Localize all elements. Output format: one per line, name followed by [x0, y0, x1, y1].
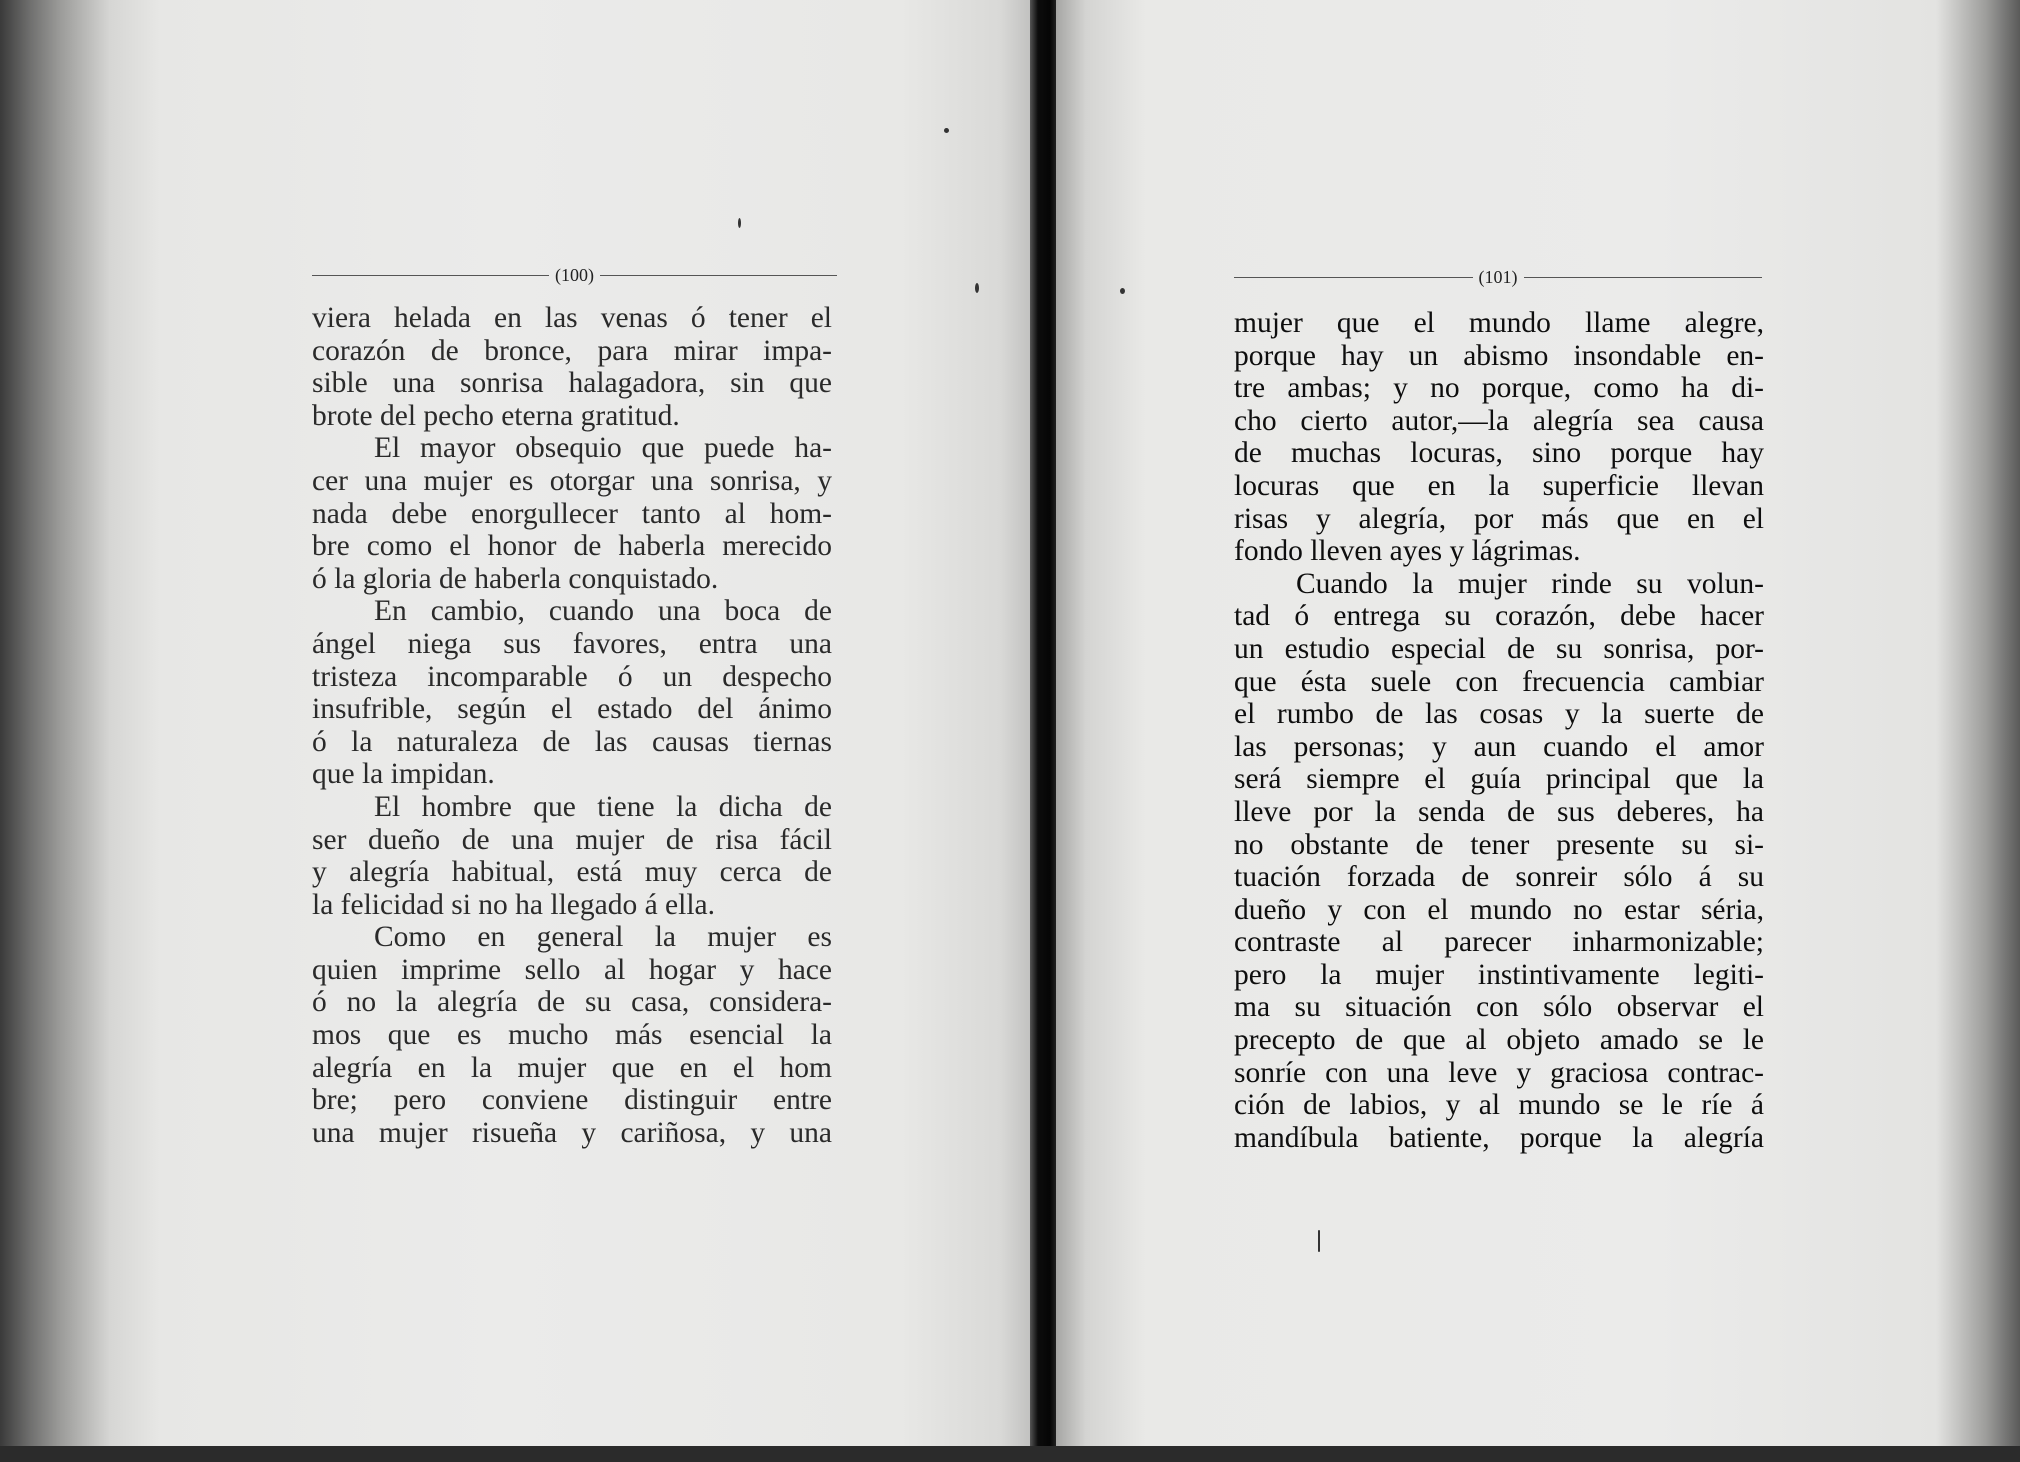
left-page-body [312, 302, 832, 1149]
text-line: contraste al parecer inharmonizable; [1234, 926, 1764, 959]
text-line: viera helada en las venas ó tener el [312, 302, 832, 334]
text-line: mos que es mucho más esencial la [312, 1019, 832, 1052]
text-line: el rumbo de las cosas y la suerte de [1234, 698, 1764, 731]
text-line: tristeza incomparable ó un despecho [312, 660, 832, 693]
text-line: brote del pecho eterna gratitud. [312, 399, 680, 432]
text-line: ó no la alegría de su casa, considera- [312, 986, 832, 1019]
ink-speck [1120, 288, 1125, 294]
text-line: bre como el honor de haberla merecido [312, 530, 832, 563]
text-line: pero la mujer instintivamente legiti- [1234, 958, 1764, 991]
ink-speck [1318, 1230, 1320, 1252]
page-bottom-edge [0, 1446, 2020, 1462]
text-line: las personas; y aun cuando el amor [1234, 730, 1764, 763]
text-line: que ésta suele con frecuencia cambiar [1234, 665, 1764, 698]
text-line: insufrible, según el estado del ánimo [312, 693, 832, 726]
text-line: que la impidan. [312, 758, 495, 791]
text-line: Cuando la mujer rinde su volun- [1296, 567, 1764, 600]
text-line: lleve por la senda de sus deberes, ha [1234, 795, 1764, 828]
text-line: de muchas locuras, sino porque hay [1234, 437, 1764, 470]
text-line: ma su situación con sólo observar el [1234, 991, 1764, 1024]
text-line: la felicidad si no ha llegado á ella. [312, 888, 716, 921]
text-line: un estudio especial de su sonrisa, por- [1234, 632, 1764, 665]
text-line: ángel niega sus favores, entra una [312, 627, 832, 660]
text-line: corazón de bronce, para mirar impa- [312, 334, 832, 367]
text-line: ser dueño de una mujer de risa fácil [312, 823, 832, 856]
text-line: risas y alegría, por más que en el [1234, 502, 1764, 535]
text-line: sonríe con una leve y graciosa contrac- [1234, 1056, 1764, 1089]
header-rule-right [1524, 277, 1763, 278]
text-line: y alegría habitual, está muy cerca de [312, 856, 832, 889]
text-line: ó la gloria de haberla conquistado. [312, 562, 719, 595]
text-line: fondo lleven ayes y lágrimas. [1234, 535, 1581, 568]
text-line: cho cierto autor,—la alegría sea causa [1234, 404, 1764, 437]
text-line: una mujer risueña y cariñosa, y una [312, 1116, 832, 1149]
ink-speck [975, 283, 979, 293]
ink-speck [944, 128, 949, 133]
text-line: bre; pero conviene distinguir entre [312, 1084, 832, 1117]
right-page-body [1234, 307, 1764, 1154]
text-line: alegría en la mujer que en el hom [312, 1051, 832, 1084]
text-line: no obstante de tener presente su si- [1234, 828, 1764, 861]
text-line: ó la naturaleza de las causas tiernas [312, 725, 832, 758]
text-line: locuras que en la superficie llevan [1234, 469, 1764, 502]
text-line: tuación forzada de sonreir sólo á su [1234, 861, 1764, 894]
text-line: precepto de que al objeto amado se le [1234, 1024, 1764, 1057]
text-line: dueño y con el mundo no estar séria, [1234, 893, 1764, 926]
text-line: será siempre el guía principal que la [1234, 763, 1764, 796]
text-line: El hombre que tiene la dicha de [374, 790, 832, 823]
text-line: quien imprime sello al hogar y hace [312, 953, 832, 986]
ink-speck [738, 218, 741, 228]
text-line: Como en general la mujer es [374, 921, 832, 954]
text-line: mujer que el mundo llame alegre, [1234, 307, 1764, 339]
text-line: sible una sonrisa halagadora, sin que [312, 367, 832, 400]
header-rule-right [600, 275, 837, 276]
right-page-header [1234, 267, 1762, 287]
text-line: mandíbula batiente, porque la alegría [1234, 1121, 1764, 1154]
right-page-number: (101) [1478, 266, 1518, 287]
text-line: tre ambas; y no porque, como ha di- [1234, 372, 1764, 405]
text-line: En cambio, cuando una boca de [374, 595, 832, 628]
header-rule-left [1234, 277, 1473, 278]
text-line: porque hay un abismo insondable en- [1234, 339, 1764, 372]
text-line: ción de labios, y al mundo se le ríe á [1234, 1089, 1764, 1122]
text-line: nada debe enorgullecer tanto al hom- [312, 497, 832, 530]
text-line: tad ó entrega su corazón, debe hacer [1234, 600, 1764, 633]
left-page-header [312, 265, 837, 285]
text-line: El mayor obsequio que puede ha- [374, 432, 832, 465]
header-rule-left [312, 275, 549, 276]
text-line: cer una mujer es otorgar una sonrisa, y [312, 464, 832, 497]
left-page-number: (100) [555, 264, 594, 285]
